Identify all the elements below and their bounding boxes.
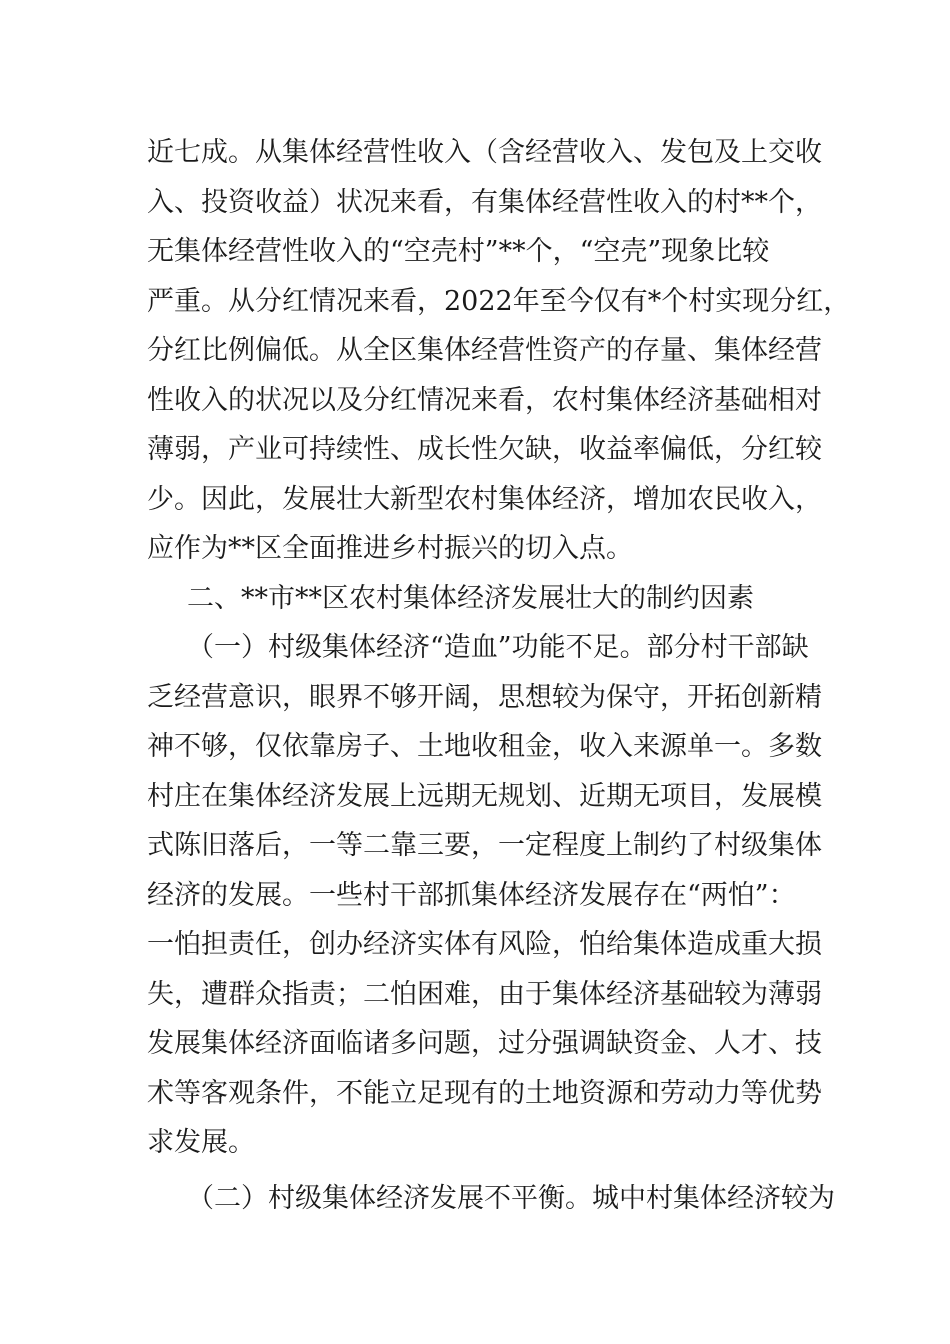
text-line: 无集体经营性收入的“空壳村”**个，“空壳”现象比较: [147, 236, 770, 267]
text-line: 式陈旧落后，一等二靠三要，一定程度上制约了村级集体: [147, 830, 822, 861]
text-line: 少。因此，发展壮大新型农村集体经济，增加农民收入，: [147, 483, 822, 515]
text-line: 应作为**区全面推进乡村振兴的切入点。: [147, 533, 633, 564]
subsection-heading-2: （二）村级集体经济发展不平衡。城中村集体经济较为: [187, 1182, 835, 1214]
text-line: 经济的发展。一些村干部抓集体经济发展存在“两怕”：: [147, 879, 796, 911]
body-text: [147, 128, 851, 1223]
text-line: 一怕担责任，创办经济实体有风险，怕给集体造成重大损: [147, 929, 822, 960]
text-line: 失，遭群众指责；二怕困难，由于集体经济基础较为薄弱: [147, 978, 822, 1010]
text-line: 神不够，仅依靠房子、土地收租金，收入来源单一。多数: [147, 731, 822, 762]
subsection-heading-1: （一）村级集体经济“造血”功能不足。部分村干部缺: [187, 632, 809, 663]
text-line: 严重。从分红情况来看，2022年至今仅有*个村实现分红，: [147, 285, 851, 317]
text-line: 发展集体经济面临诸多问题，过分强调缺资金、人才、技: [147, 1028, 822, 1059]
text-line: 分红比例偏低。从全区集体经营性资产的存量、集体经营: [147, 335, 822, 366]
text-line: 入、投资收益）状况来看，有集体经营性收入的村**个，: [147, 186, 822, 218]
text-line: 村庄在集体经济发展上远期无规划、近期无项目，发展模: [147, 780, 822, 812]
text-line: 乏经营意识，眼界不够开阔，思想较为保守，开拓创新精: [147, 681, 822, 713]
text-line: 术等客观条件，不能立足现有的土地资源和劳动力等优势: [147, 1077, 822, 1109]
section-heading: 二、**市**区农村集体经济发展壮大的制约因素: [187, 582, 754, 614]
text-line: 薄弱，产业可持续性、成长性欠缺，收益率偏低，分红较: [147, 434, 822, 465]
text-line: 求发展。: [147, 1127, 255, 1158]
text-line: 性收入的状况以及分红情况来看，农村集体经济基础相对: [147, 384, 822, 416]
text-line: 近七成。从集体经营性收入（含经营收入、发包及上交收: [147, 137, 822, 168]
